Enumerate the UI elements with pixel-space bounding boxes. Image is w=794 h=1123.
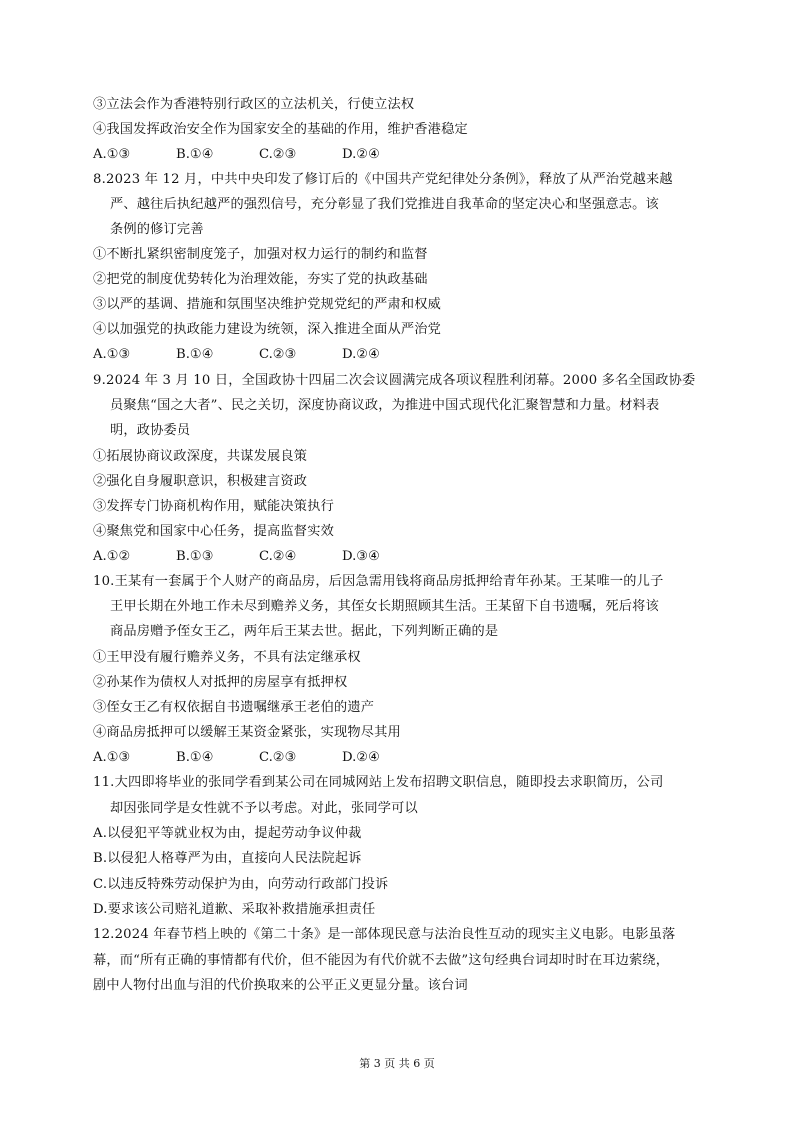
page-footer: 第 3 页 共 6 页 xyxy=(359,1057,435,1070)
q12-stem-line1: 12.2024 年春节档上映的《第二十条》是一部体现民意与法治良性互动的现实主义电影。电影虽落 xyxy=(93,927,676,942)
q9-option-b: B.①③ xyxy=(176,549,214,564)
q9-item-2: ②强化自身履职意识，积极建言资政 xyxy=(93,474,308,489)
q12-stem-line3: 剧中人物付出血与泪的代价换取来的公平正义更显分量。该台词 xyxy=(93,978,468,993)
q9-stem-line1: 9.2024 年 3 月 10 日，全国政协十四届二次会议圆满完成各项议程胜利闭幕。2000 多名全国政协委 xyxy=(93,373,696,388)
q9-stem-line3: 明，政协委员 xyxy=(110,423,191,438)
q7-options xyxy=(93,146,425,164)
q8-stem-line2: 严、越往后执纪越严的强烈信号，充分彰显了我们党推进自我革命的坚定决心和坚强意志。该 xyxy=(110,197,659,212)
q10-options xyxy=(93,749,425,767)
q8-item-1: ①不断扎紧织密制度笼子，加强对权力运行的制约和监督 xyxy=(93,247,428,262)
q9-option-c: C.②④ xyxy=(259,549,297,564)
q7-item-3: ③立法会作为香港特别行政区的立法机关，行使立法权 xyxy=(93,97,415,112)
q9-item-3: ③发挥专门协商机构作用，赋能决策执行 xyxy=(93,499,334,514)
q7-option-a: A.①③ xyxy=(93,147,131,162)
q8-option-d: D.②④ xyxy=(342,347,380,362)
q7-option-b: B.①④ xyxy=(176,147,214,162)
q11-stem-line2: 却因张同学是女性就不予以考虑。对此，张同学可以 xyxy=(110,801,418,816)
q10-option-d: D.②④ xyxy=(342,750,380,765)
q8-stem-line3: 条例的修订完善 xyxy=(110,222,204,237)
q9-item-1: ①拓展协商议政深度，共谋发展良策 xyxy=(93,449,308,464)
q8-option-b: B.①④ xyxy=(176,347,214,362)
q8-item-2: ②把党的制度优势转化为治理效能，夯实了党的执政基础 xyxy=(93,272,428,287)
q8-item-4: ④以加强党的执政能力建设为统领，深入推进全面从严治党 xyxy=(93,322,442,337)
q8-options xyxy=(93,346,425,364)
q9-item-4: ④聚焦党和国家中心任务，提高监督实效 xyxy=(93,524,334,539)
q11-option-d: D.要求该公司赔礼道歉、采取补救措施承担责任 xyxy=(93,902,376,917)
q10-item-1: ①王甲没有履行赡养义务，不具有法定继承权 xyxy=(93,650,361,665)
q11-option-a: A.以侵犯平等就业权为由，提起劳动争议仲裁 xyxy=(93,826,362,841)
q10-item-4: ④商品房抵押可以缓解王某资金紧张，实现物尽其用 xyxy=(93,725,401,740)
q8-item-3: ③以严的基调、措施和氛围坚决维护党规党纪的严肃和权威 xyxy=(93,297,442,312)
q10-option-a: A.①③ xyxy=(93,750,131,765)
q8-option-c: C.②③ xyxy=(259,347,297,362)
q10-item-3: ③侄女王乙有权依据自书遗嘱继承王老伯的遗产 xyxy=(93,700,375,715)
q9-stem-line2: 员聚焦“国之大者”、民之关切，深度协商议政，为推进中国式现代化汇聚智慧和力量。材料表 xyxy=(110,398,660,413)
q8-stem-line1: 8.2023 年 12 月，中共中央印发了修订后的《中国共产党纪律处分条例》，释放了从严治党越来越 xyxy=(93,172,673,187)
q10-item-2: ②孙某作为债权人对抵押的房屋享有抵押权 xyxy=(93,675,348,690)
q11-option-b: B.以侵犯人格尊严为由，直接向人民法院起诉 xyxy=(93,851,362,866)
q10-stem-line3: 商品房赠予侄女王乙，两年后王某去世。据此，下列判断正确的是 xyxy=(110,624,499,639)
q9-options xyxy=(93,548,425,566)
q10-stem-line2: 王甲长期在外地工作未尽到赡养义务，其侄女长期照顾其生活。王某留下自书遗嘱，死后将该 xyxy=(110,599,659,614)
q7-item-4: ④我国发挥政治安全作为国家安全的基础的作用，维护香港稳定 xyxy=(93,122,468,137)
q9-option-d: D.③④ xyxy=(342,549,380,564)
q10-option-b: B.①④ xyxy=(176,750,214,765)
q12-stem-line2: 幕，而“所有正确的事情都有代价，但不能因为有代价就不去做”这句经典台词却时时在耳边萦绕， xyxy=(93,953,670,968)
q7-option-c: C.②③ xyxy=(259,147,297,162)
q11-option-c: C.以违反特殊劳动保护为由，向劳动行政部门投诉 xyxy=(93,877,389,892)
q10-option-c: C.②③ xyxy=(259,750,297,765)
q10-stem-line1: 10.王某有一套属于个人财产的商品房，后因急需用钱将商品房抵押给青年孙某。王某唯一的儿子 xyxy=(93,574,664,589)
q7-option-d: D.②④ xyxy=(342,147,380,162)
q9-option-a: A.①② xyxy=(93,549,131,564)
q8-option-a: A.①③ xyxy=(93,347,131,362)
q11-stem-line1: 11.大四即将毕业的张同学看到某公司在同城网站上发布招聘文职信息，随即投去求职简历，公司 xyxy=(93,775,664,790)
